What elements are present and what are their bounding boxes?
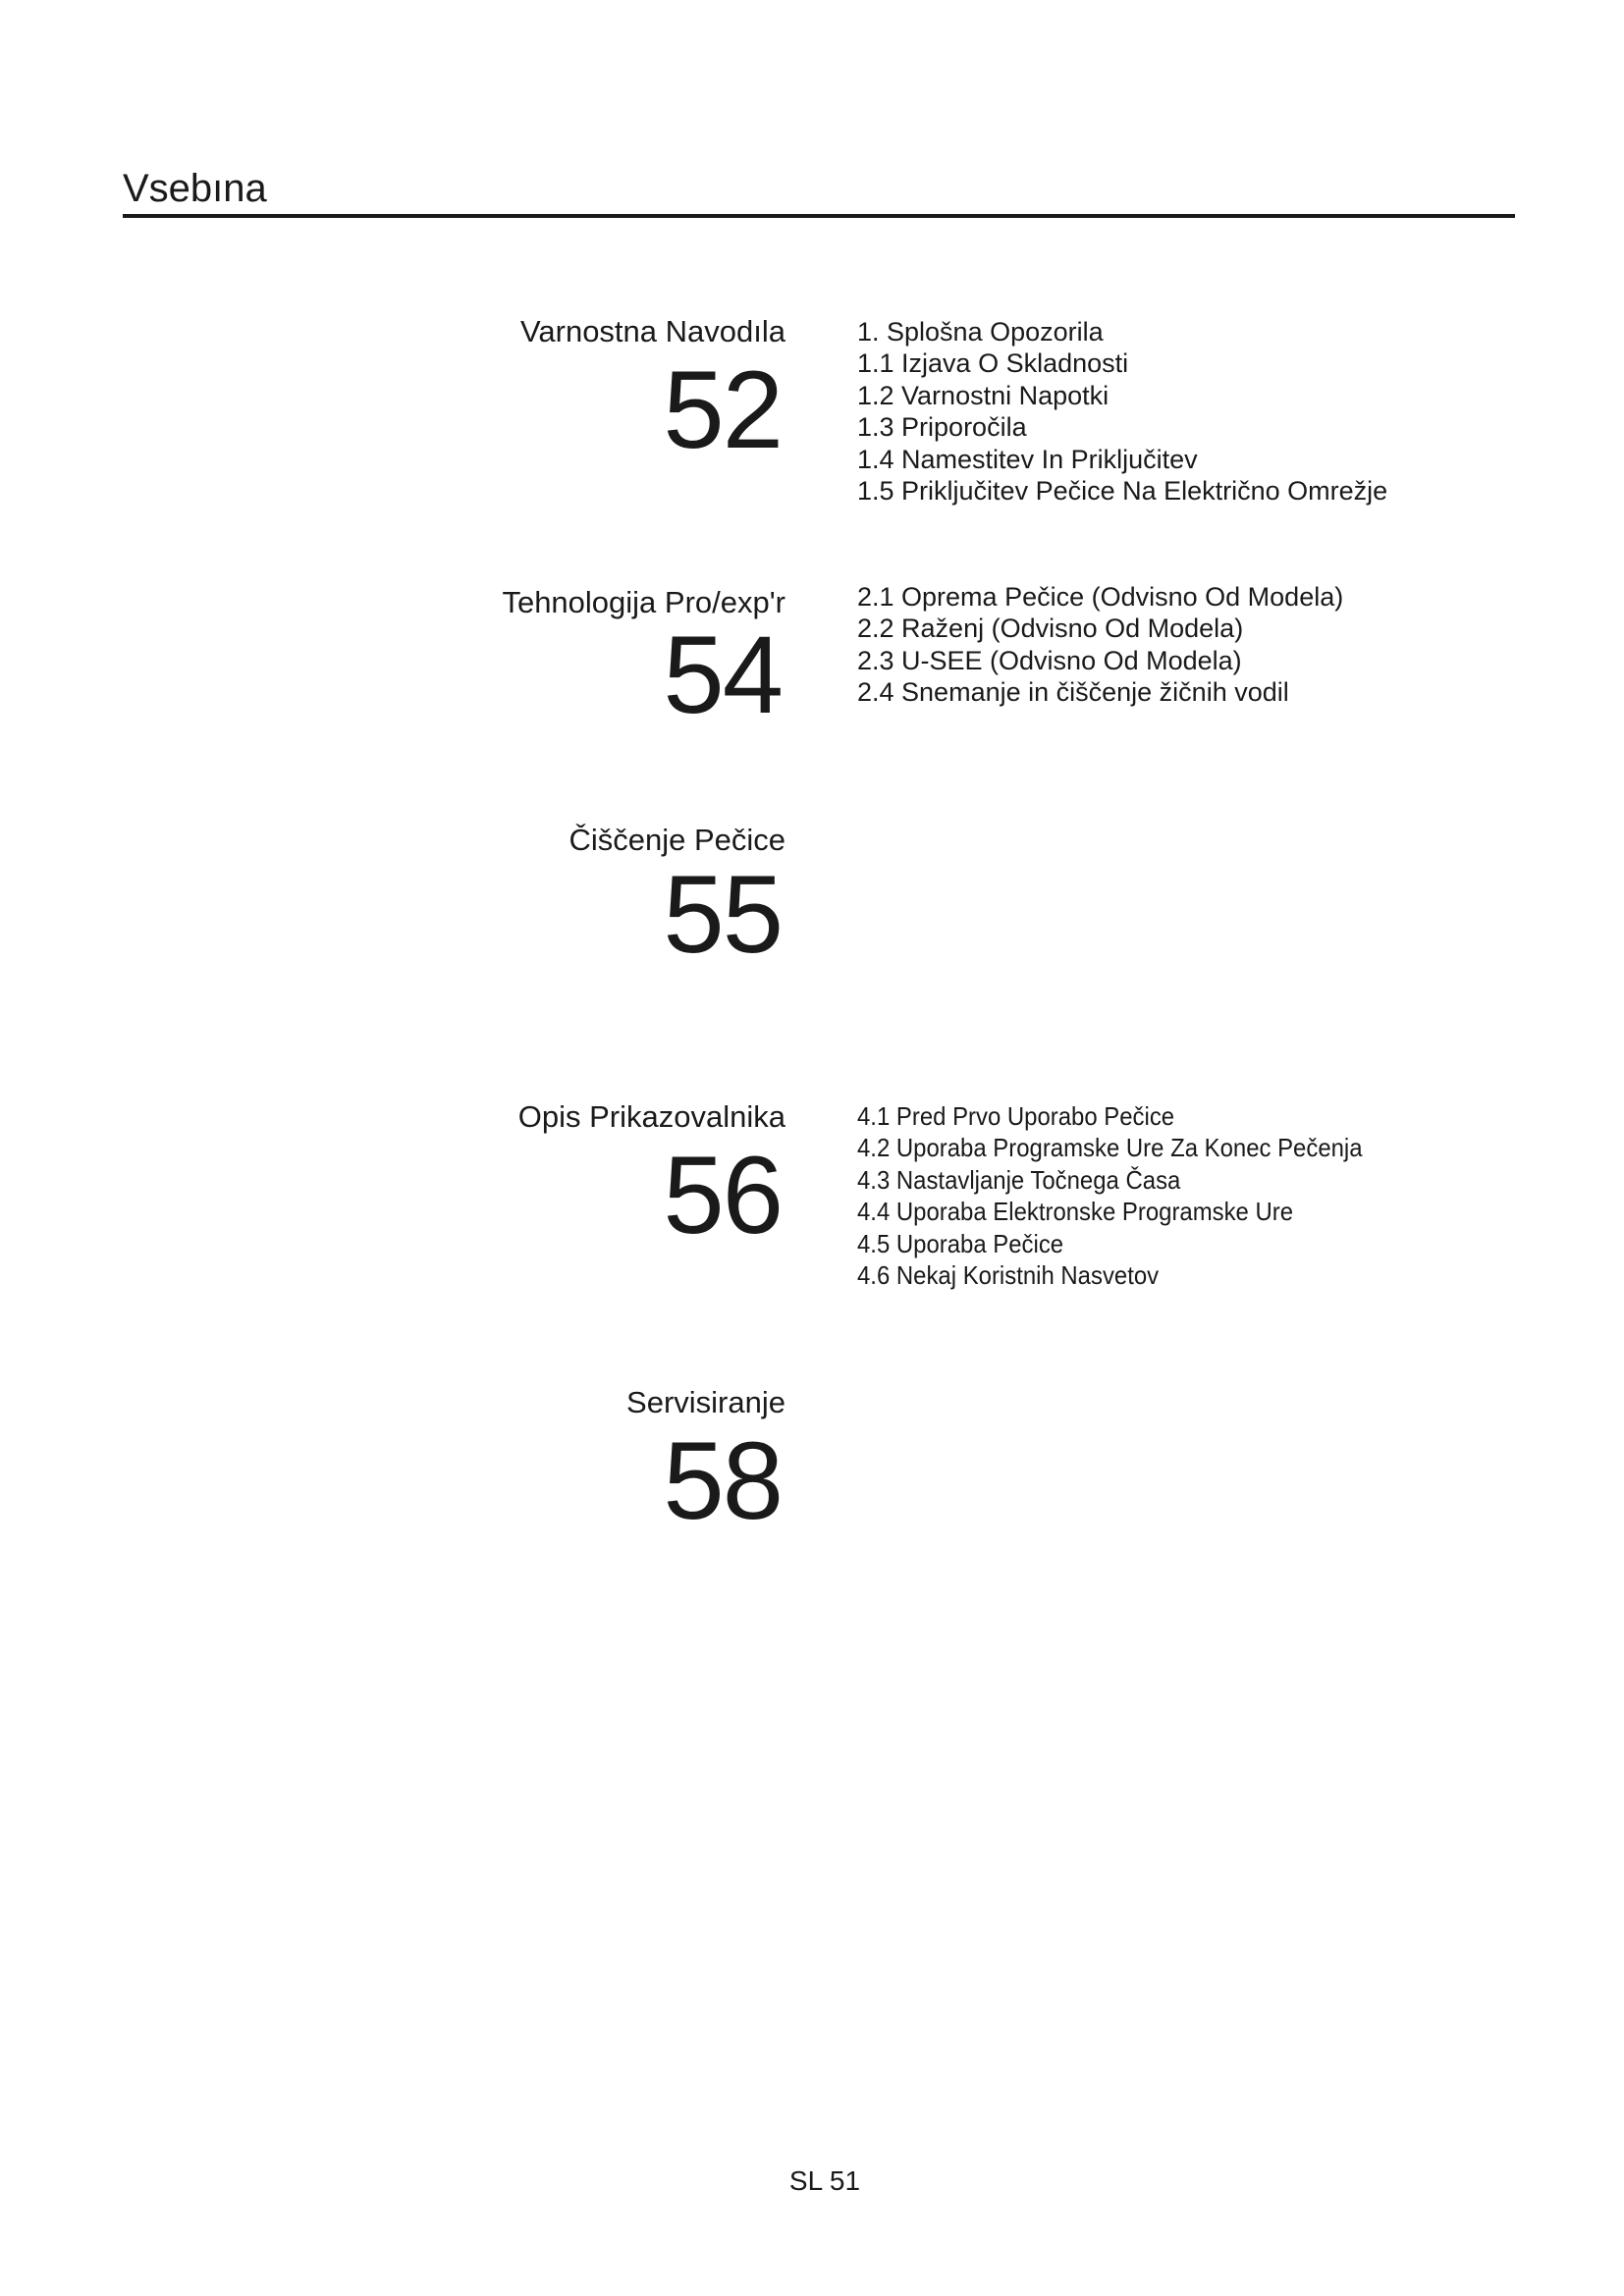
section-title: Opis Prikazovalnika (517, 1099, 785, 1134)
page-footer (0, 2167, 1624, 2195)
subsection-list (857, 581, 1343, 709)
section-page-number: 55 (663, 853, 782, 976)
section-page-number: 58 (663, 1419, 782, 1542)
section-page-number: 52 (663, 348, 782, 471)
subsection-item: 1.2 Varnostni Napotki (857, 380, 1110, 410)
subsection-item: 2.2 Raženj (Odvisno Od Modela) (857, 614, 1244, 644)
subsection-list (857, 316, 1387, 507)
subsection-item: 4.5 Uporaba Pečice (857, 1228, 1064, 1258)
title-divider (123, 214, 1515, 218)
subsection-item: 2.1 Oprema Pečice (Odvisno Od Modela) (857, 582, 1344, 612)
subsection-item: 4.6 Nekaj Koristnih Nasvetov (857, 1260, 1160, 1291)
subsection-item: 2.4 Snemanje in čiščenje žičnih vodil (857, 677, 1289, 708)
subsection-item: 1.5 Priključitev Pečice Na Električno Omrežje (857, 476, 1388, 507)
section-title: Varnostna Navodıla (520, 314, 785, 348)
subsection-item: 4.1 Pred Prvo Uporabo Pečice (857, 1101, 1175, 1131)
section-page-number: 56 (663, 1134, 782, 1256)
subsection-item: 1.3 Priporočila (857, 412, 1027, 443)
subsection-item: 1.4 Namestitev In Priključitev (857, 444, 1198, 474)
subsection-item: 4.4 Uporaba Elektronske Programske Ure (857, 1197, 1294, 1227)
subsection-list (857, 1100, 1406, 1291)
subsection-item: 1.1 Izjava O Skladnosti (857, 348, 1129, 379)
section-title: Čiščenje Pečice (568, 823, 785, 857)
subsection-item: 2.3 U-SEE (Odvisno Od Modela) (857, 645, 1242, 675)
section-page-number: 54 (663, 614, 782, 736)
section-title: Servisiranje (626, 1385, 785, 1419)
subsection-item: 4.3 Nastavljanje Točnega Časa (857, 1164, 1181, 1195)
section-title: Tehnologija Pro/exp'r (502, 585, 785, 619)
subsection-item: 1. Splošna Opozorila (857, 317, 1104, 347)
page-title: Vsebına (123, 167, 267, 210)
subsection-item: 4.2 Uporaba Programske Ure Za Konec Pečenja (857, 1133, 1363, 1163)
page-number-label: SL 51 (788, 2165, 861, 2196)
